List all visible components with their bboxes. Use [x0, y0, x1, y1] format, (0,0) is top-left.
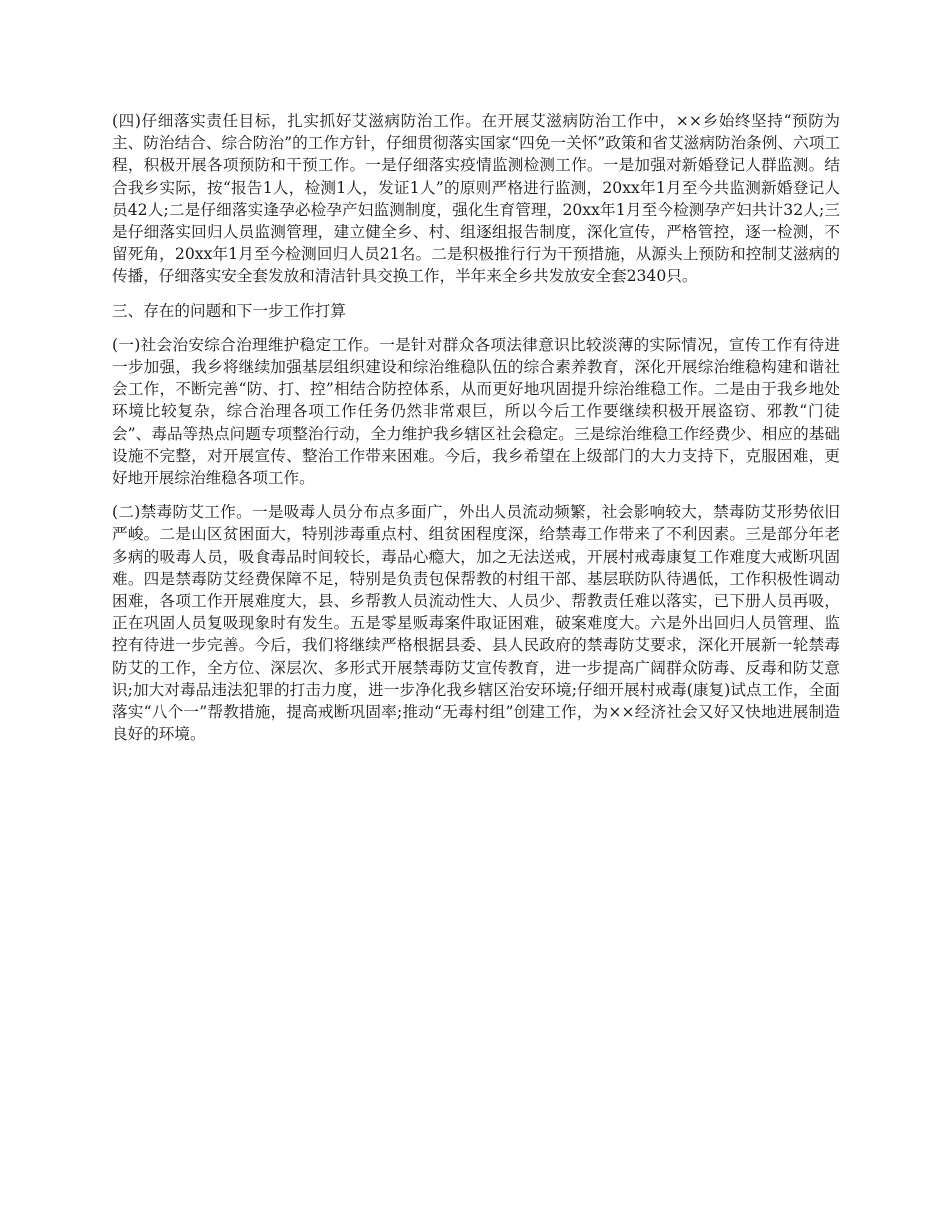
section-heading-problems-and-plans: 三、存在的问题和下一步工作打算	[112, 301, 346, 320]
paragraph-aids-prevention: (四)仔细落实责任目标，扎实抓好艾滋病防治工作。在开展艾滋病防治工作中，××乡始终坚持“预防为主、防治结合、综合防治”的工作方针，仔细贯彻落实国家“四免一关怀”政策和省艾滋病防治条例、六项工程，积极开展各项预防和干预工作。一是仔细落实疫情监测检测工作。一是加强对新婚登记人群监测。结合我乡实际，按“报告1人，检测1人，发证1人”的原则严格进行监测，20xx年1月至今共监测新婚登记人员42人;二是仔细落实逢孕必检孕产妇监测制度，强化生育管理，20xx年1月至今检测孕产妇共计32人;三是仔细落实回归人员监测管理，建立健全乡、村、组逐组报告制度，深化宣传，严格管控，逐一检测，不留死角，20xx年1月至今检测回归人员21名。二是积极推行行为干预措施，从源头上预防和控制艾滋病的传播，仔细落实安全套发放和清洁针具交换工作，半年来全乡共发放安全套2340只。	[112, 112, 840, 286]
document-body	[112, 110, 840, 757]
paragraph-drug-control: (二)禁毒防艾工作。一是吸毒人员分布点多面广，外出人员流动频繁，社会影响较大，禁毒防艾形势依旧严峻。二是山区贫困面大，特别涉毒重点村、组贫困程度深，给禁毒工作带来了不利因素。三是部分年老多病的吸毒人员，吸食毒品时间较长，毒品心瘾大，加之无法送戒，开展村戒毒康复工作难度大戒断巩固难。四是禁毒防艾经费保障不足，特别是负责包保帮教的村组干部、基层联防队待遇低，工作积极性调动困难，各项工作开展难度大，县、乡帮教人员流动性大、人员少、帮教责任难以落实，已下册人员再吸，正在巩固人员复吸现象时有发生。五是零星贩毒案件取证困难，破案难度大。六是外出回归人员管理、监控有待进一步完善。今后，我们将继续严格根据县委、县人民政府的禁毒防艾要求，深化开展新一轮禁毒防艾的工作，全方位、深层次、多形式开展禁毒防艾宣传教育，进一步提高广阔群众防毒、反毒和防艾意识;加大对毒品违法犯罪的打击力度，进一步净化我乡辖区治安环境;仔细开展村戒毒(康复)试点工作，全面落实“八个一”帮教措施，提高戒断巩固率;推动“无毒村组”创建工作，为××经济社会又好又快地进展制造良好的环境。	[112, 503, 840, 744]
paragraph-public-security: (一)社会治安综合治理维护稳定工作。一是针对群众各项法律意识比较淡薄的实际情况，宣传工作有待进一步加强，我乡将继续加强基层组织建设和综治维稳队伍的综合素养教育，深化开展综治维稳构建和谐社会工作，不断完善“防、打、控”相结合防控体系，从而更好地巩固提升综治维稳工作。二是由于我乡地处环境比较复杂，综合治理各项工作任务仍然非常艰巨，所以今后工作要继续积极开展盗窃、邪教“门徒会”、毒品等热点问题专项整治行动，全力维护我乡辖区社会稳定。三是综治维稳工作经费少、相应的基础设施不完整，对开展宣传、整治工作带来困难。今后，我乡希望在上级部门的大力支持下，克服困难，更好地开展综治维稳各项工作。	[112, 335, 840, 488]
